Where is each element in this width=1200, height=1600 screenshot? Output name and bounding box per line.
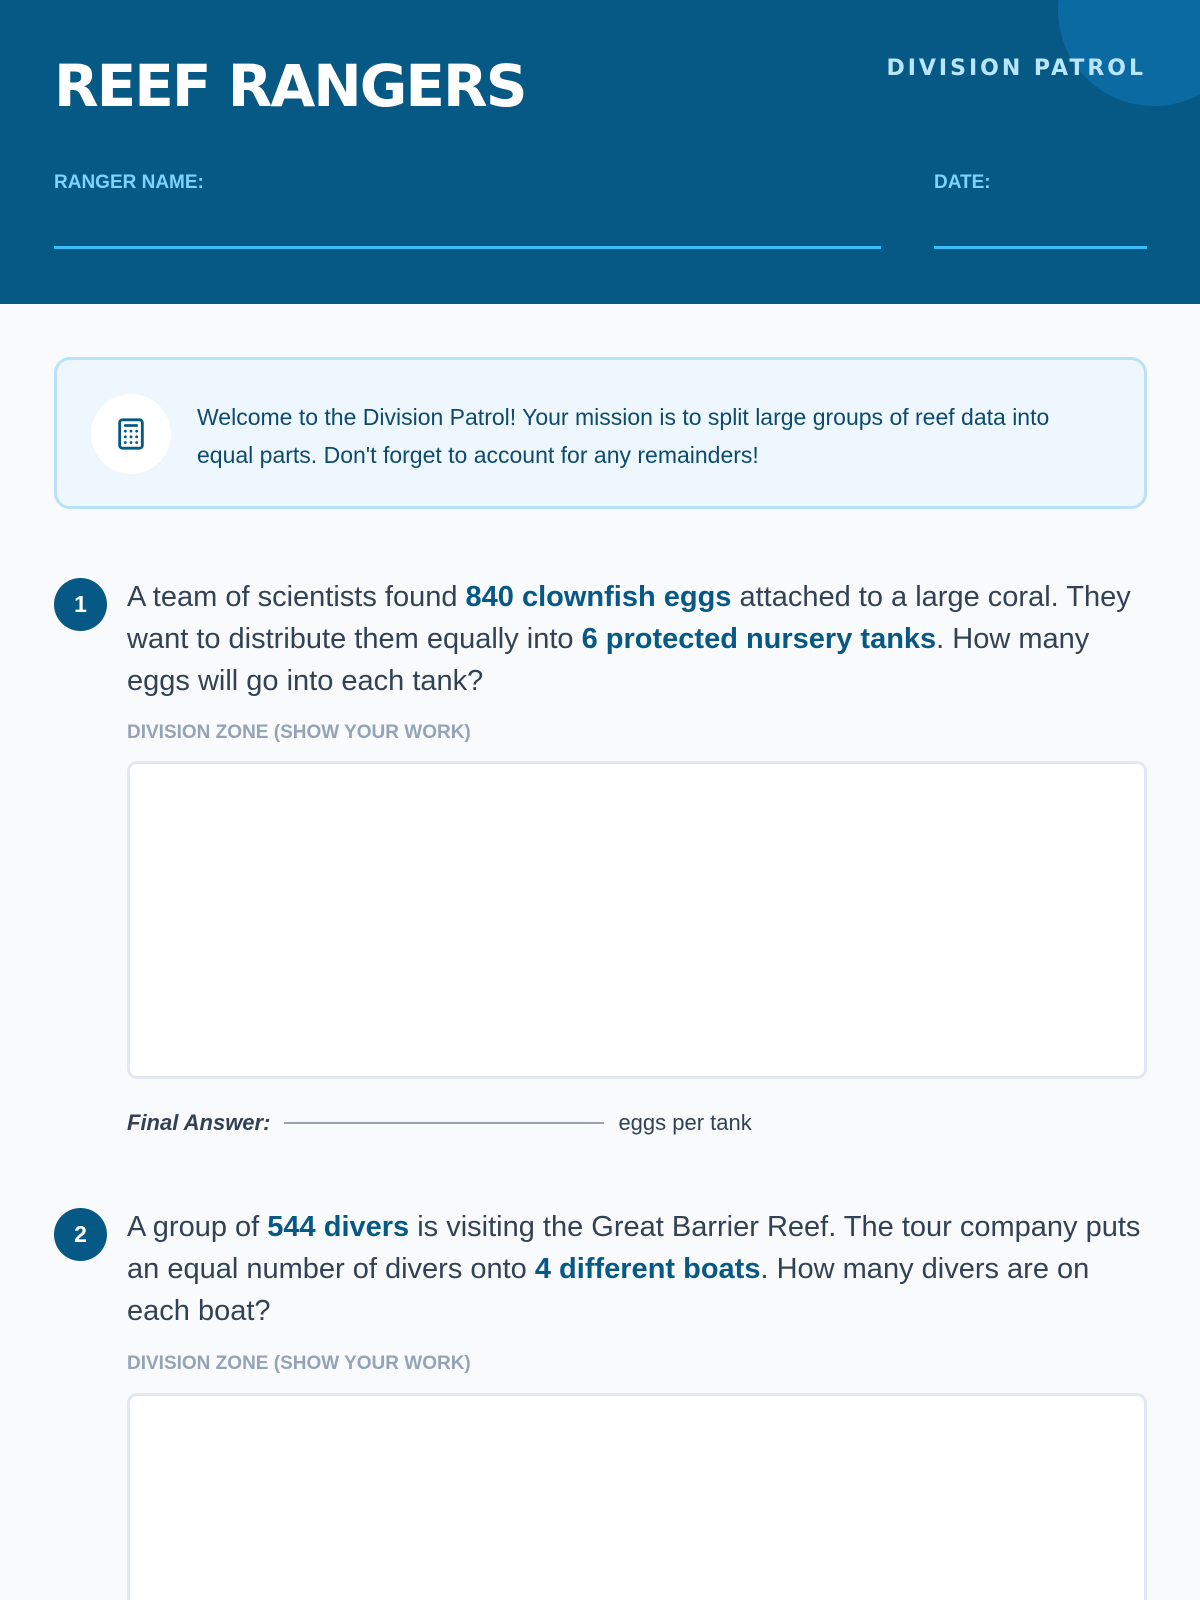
- question-highlight: 544 divers: [267, 1211, 410, 1243]
- question-text-part: is visiting the Great Barrier Reef. The tour company puts an equal number of divers onto: [127, 1211, 1141, 1285]
- division-zone-label: DIVISION ZONE (SHOW YOUR WORK): [127, 722, 471, 743]
- section-tag: DIVISION PATROL: [886, 56, 1146, 81]
- answer-unit: eggs per tank: [618, 1110, 752, 1135]
- division-zone-label: DIVISION ZONE (SHOW YOUR WORK): [127, 1353, 471, 1374]
- worksheet-header: [0, 0, 1200, 304]
- ranger-name-label: RANGER NAME:: [54, 172, 204, 193]
- ranger-name-line[interactable]: [54, 246, 881, 249]
- question-text: [127, 1206, 1157, 1332]
- intro-text: Welcome to the Division Patrol! Your mission is to split large groups of reef data into equal parts. Don't forget to account for any remainders!: [197, 404, 1050, 468]
- question-text-part: . How many eggs will go into each tank?: [127, 623, 1090, 697]
- calculator-icon: [91, 394, 171, 474]
- question-highlight: 840 clownfish eggs: [465, 581, 732, 613]
- intro-box: [54, 357, 1147, 509]
- page-title: REEF RANGERS: [54, 52, 526, 120]
- question-number-badge: 2: [54, 1208, 107, 1261]
- date-line[interactable]: [934, 246, 1147, 249]
- question-highlight: 6 protected nursery tanks: [581, 623, 937, 655]
- question-number-badge: 1: [54, 578, 107, 631]
- work-area[interactable]: [127, 761, 1147, 1079]
- question-text-part: . How many divers are on each boat?: [127, 1253, 1090, 1327]
- work-area[interactable]: [127, 1393, 1147, 1600]
- final-answer-label: Final Answer:: [127, 1110, 271, 1135]
- answer-line[interactable]: [284, 1122, 604, 1124]
- final-answer-row: [127, 1110, 752, 1136]
- question-text-part: A group of: [127, 1211, 268, 1243]
- question-text-part: A team of scientists found: [127, 581, 466, 613]
- question-highlight: 4 different boats: [534, 1253, 761, 1285]
- date-label: DATE:: [934, 172, 991, 193]
- question-text: [127, 576, 1157, 702]
- decorative-circle: [1058, 0, 1200, 106]
- question-text-part: attached to a large coral. They want to distribute them equally into: [127, 581, 1131, 655]
